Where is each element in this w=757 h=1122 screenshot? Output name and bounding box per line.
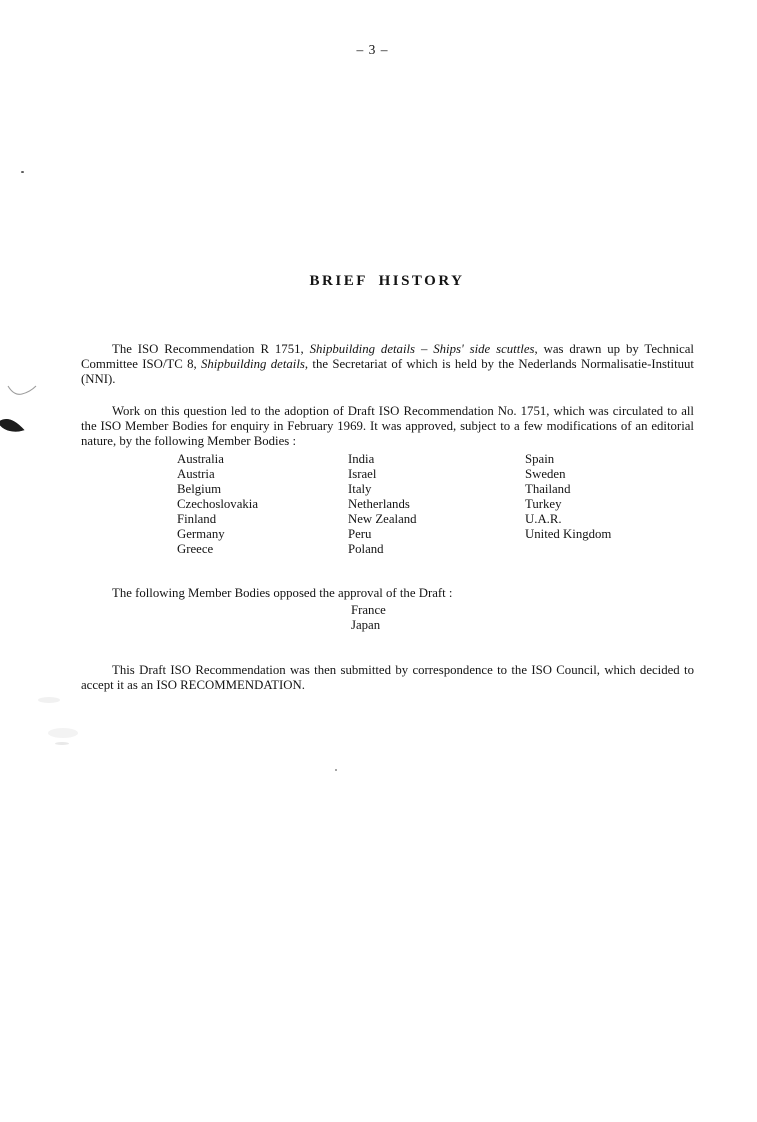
intro-paragraph: [81, 342, 694, 387]
list-item: U.A.R.: [525, 512, 562, 526]
list-item: Poland: [348, 542, 384, 556]
list-item: Germany: [177, 527, 225, 541]
council-paragraph: This Draft ISO Recommendation was then submitted by correspondence to the ISO Council, which decided to accept it as an ISO RECOMMENDATION.: [81, 662, 694, 692]
scan-smudge: [38, 697, 60, 703]
page-number: – 3 –: [356, 42, 389, 57]
scan-speck: [335, 769, 337, 771]
scan-smudge: [55, 742, 69, 745]
list-item: Greece: [177, 542, 214, 556]
member-column-2: [348, 452, 417, 557]
page-title: BRIEF HISTORY: [309, 273, 465, 290]
pen-mark-swoosh: [0, 419, 24, 431]
list-item: Spain: [525, 452, 555, 466]
document-title-italic: Shipbuilding details – Ships' side scuttles: [309, 341, 535, 356]
list-item: Czechoslovakia: [177, 497, 259, 511]
list-item: France: [351, 603, 386, 617]
list-item: Thailand: [525, 482, 571, 496]
paragraph-text: , the Secretariat of which is held by the Nederlands Normalisatie-Instituut (NNI).: [81, 356, 694, 386]
list-item: Belgium: [177, 482, 222, 496]
list-item: Australia: [177, 452, 224, 466]
committee-title-italic: Shipbuilding details: [201, 356, 305, 371]
list-item: Israel: [348, 467, 377, 481]
list-item: United Kingdom: [525, 527, 612, 541]
list-item: India: [348, 452, 375, 466]
list-item: Japan: [351, 618, 381, 632]
list-item: Italy: [348, 482, 372, 496]
adoption-paragraph: Work on this question led to the adoption of Draft ISO Recommendation No. 1751, which was circulated to all the ISO Member Bodies for enquiry in February 1969. It was approved, subject to a few modifications of an editorial nature, by the following Member Bodies :: [81, 403, 694, 448]
member-column-3: [525, 452, 611, 542]
paragraph-text: , was drawn up by Technical Committee ISO/TC 8,: [81, 341, 694, 371]
opposed-paragraph: The following Member Bodies opposed the approval of the Draft :: [112, 585, 453, 600]
scan-smudge: [48, 728, 78, 738]
pen-mark-curve: [0, 0, 60, 450]
approving-members-list: [0, 452, 757, 558]
list-item: Austria: [177, 467, 215, 481]
list-item: Sweden: [525, 467, 566, 481]
paragraph-text: The ISO Recommendation R 1751,: [112, 341, 310, 356]
list-item: New Zealand: [348, 512, 417, 526]
member-column-1: [177, 452, 258, 557]
list-item: Turkey: [525, 497, 562, 511]
opposing-members-list: [351, 603, 386, 633]
list-item: Peru: [348, 527, 372, 541]
scan-speck: [21, 171, 24, 173]
list-item: Finland: [177, 512, 217, 526]
list-item: Netherlands: [348, 497, 410, 511]
